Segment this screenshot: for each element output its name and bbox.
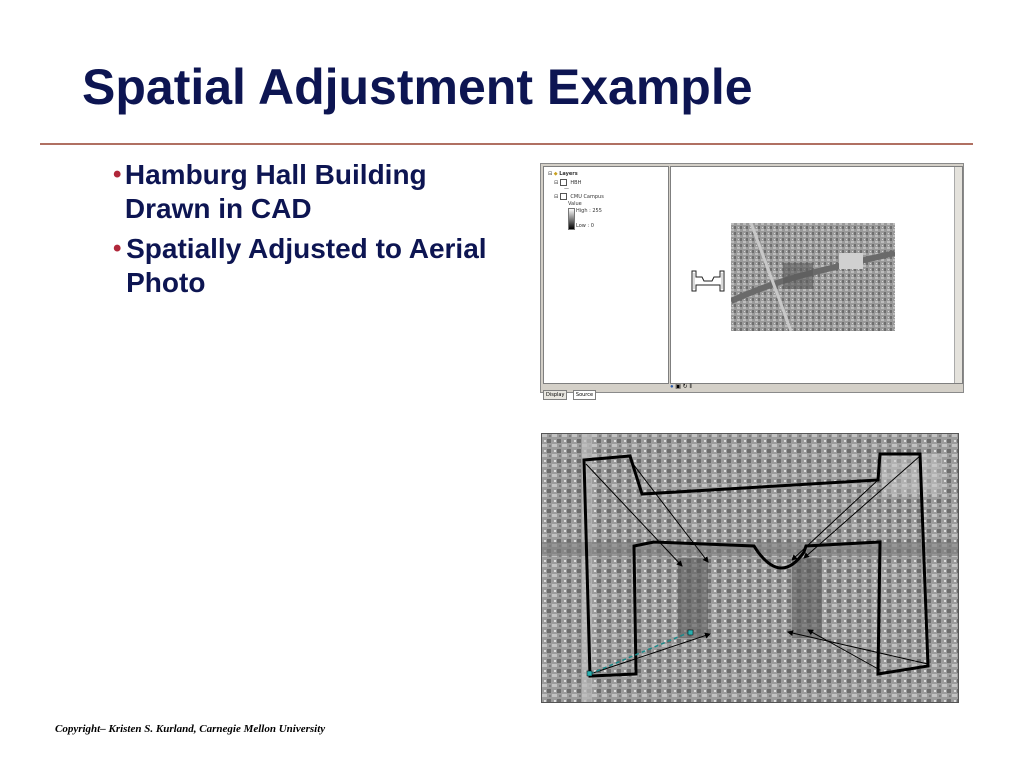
bullet-text: Hamburg Hall Building Drawn in CAD [124,159,427,224]
layers-icon: ◆ [553,171,558,177]
pause-icon[interactable]: ‖ [689,384,692,390]
layer-checkbox[interactable] [560,193,567,200]
toc-layer-hbh[interactable] [554,179,581,186]
bullet-dot-icon: • [113,235,122,262]
aerial-photo-adjustment [541,433,959,703]
aerial-photo-thumbnail [731,223,895,331]
table-of-contents-panel [543,166,669,384]
layer-label: HBH [570,180,582,186]
bullet-list [113,158,493,306]
refresh-icon[interactable]: ↻ [682,384,688,390]
tab-source[interactable]: Source [573,390,596,400]
globe-icon[interactable]: ● [670,384,674,390]
collapse-icon[interactable]: ⊟ [554,180,559,186]
bullet-dot-icon: • [113,161,122,188]
toc-layer-campus[interactable] [554,193,604,200]
layer-symbol-icon: — [564,186,569,192]
tab-display[interactable]: Display [543,390,567,400]
toc-tabs [543,383,597,398]
map-view[interactable] [670,166,963,384]
copyright-footer: Copyright– Kristen S. Kurland, Carnegie Mellon University [55,723,326,735]
slide-title: Spatial Adjustment Example [82,59,753,115]
collapse-icon[interactable]: ⊟ [554,194,559,200]
legend-high-label: High : 255 [576,208,602,214]
bullet-item [113,232,493,300]
layer-checkbox[interactable] [560,179,567,186]
gis-app-screenshot [540,163,964,398]
toc-root[interactable] [548,171,578,177]
layer-label: CMU Campus [570,194,604,200]
legend-ramp [568,208,575,230]
cad-building-outline [690,269,726,293]
bullet-text: Spatially Adjusted to Aerial Photo [126,233,487,298]
collapse-icon[interactable]: ⊟ [548,171,553,177]
legend-value-label: Value [568,201,582,207]
page-layout-icon[interactable]: ▣ [675,384,681,390]
title-divider [40,143,973,145]
map-statusbar [670,383,961,392]
map-vertical-scrollbar[interactable] [954,167,962,383]
toc-root-label: Layers [559,171,578,177]
legend-low-label: Low : 0 [576,223,594,229]
bullet-item [113,158,493,226]
